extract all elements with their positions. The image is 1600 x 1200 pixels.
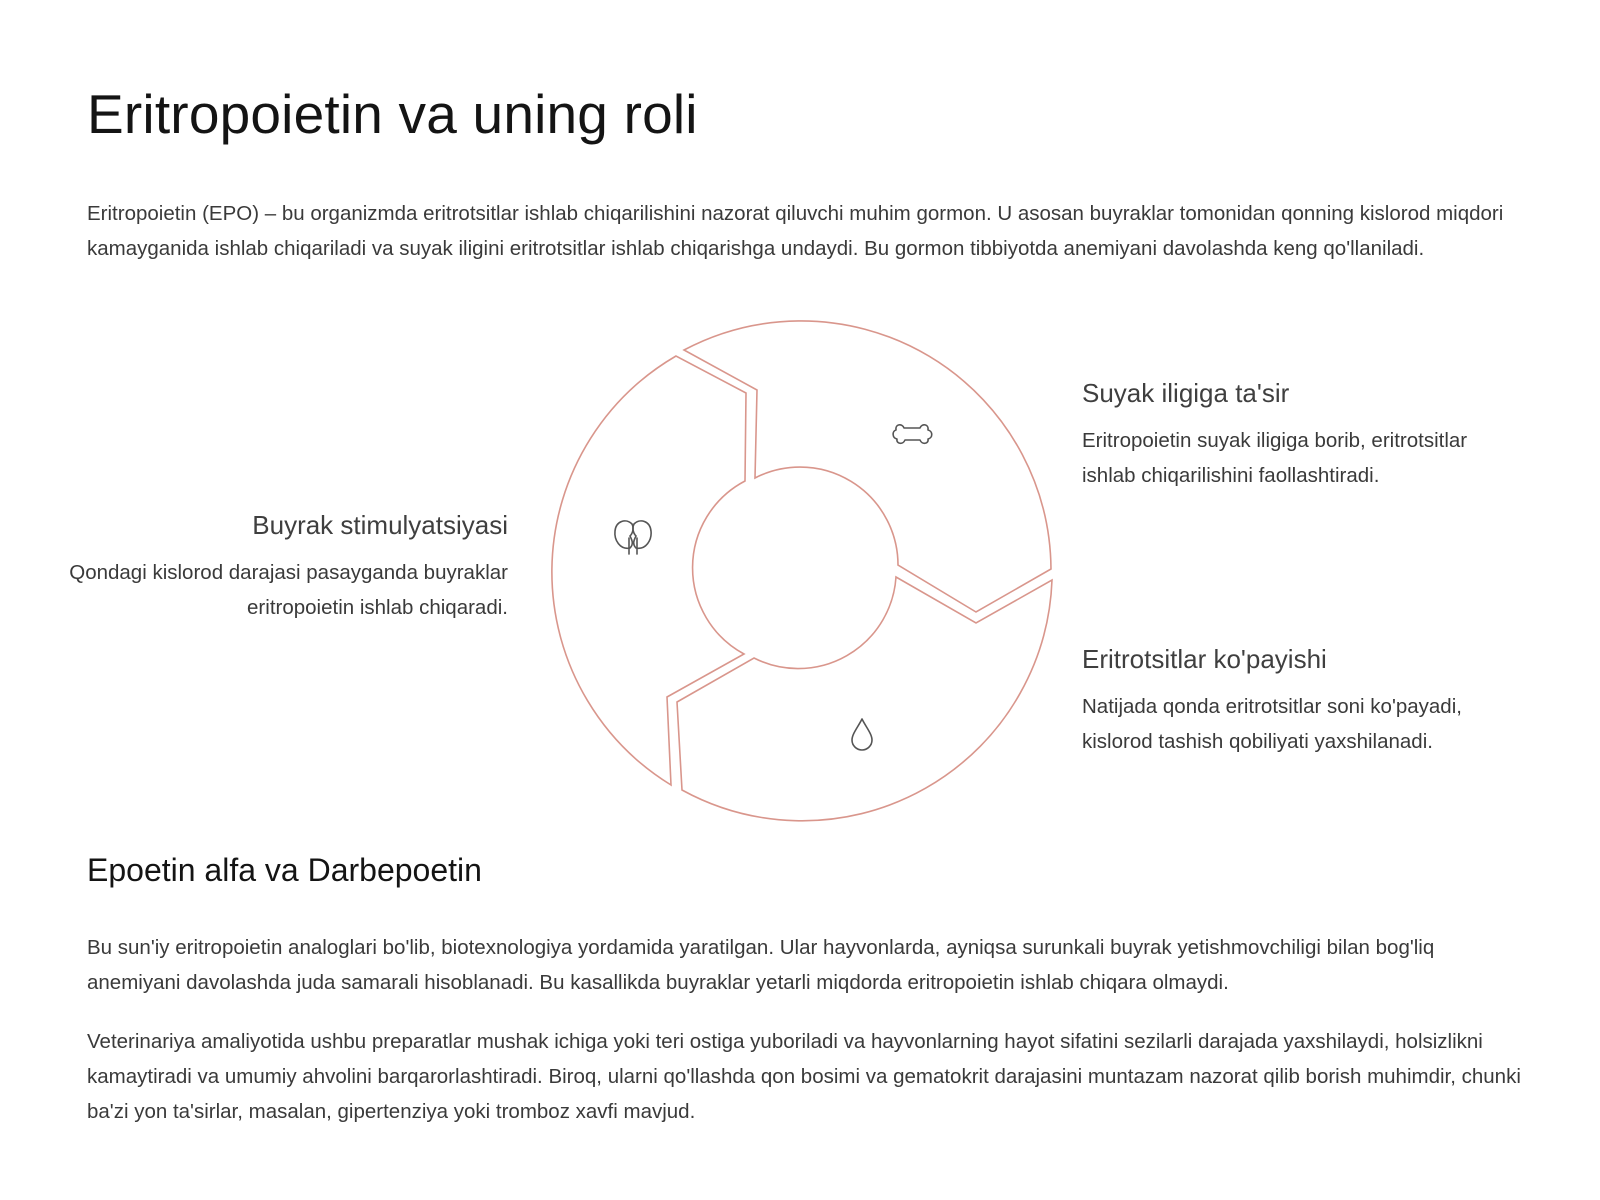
step-text: Eritropoietin suyak iligiga borib, eritrotsitlar ishlab chiqarilishini faollashtiradi.	[1082, 429, 1468, 487]
step-title: Eritrotsitlar ko'payishi	[1082, 644, 1327, 674]
page-title: Eritropoietin va uning roli	[87, 83, 698, 145]
step-erythrocyte-increase	[1082, 644, 1502, 759]
drop-icon	[852, 719, 872, 750]
step-bone-marrow-effect	[1082, 378, 1502, 493]
bone-icon	[893, 425, 932, 443]
intro-paragraph: Eritropoietin (EPO) – bu organizmda eritrotsitlar ishlab chiqarilishini nazorat qiluvchi muhim gormon. U asosan buyraklar tomonidan qonning kislorod miqdori kamayganida ishlab chiqariladi va suyak iligini eritrotsitlar ishlab chiqarishga undaydi. Bu gormon tibbiyotda anemiyani davolashda keng qo'llaniladi.	[87, 202, 1504, 260]
section-title: Epoetin alfa va Darbepoetin	[87, 852, 482, 888]
section-paragraph: Veterinariya amaliyotida ushbu preparatlar mushak ichiga yoki teri ostiga yuboriladi va hayvonlarning hayot sifatini sezilarli darajada yaxshilaydi, holsizlikni kamaytiradi va umumiy ahvolini barqarorlashtiradi. Biroq, ularni qo'llashda qon bosimi va gematokrit darajasini muntazam nazorat qilib borish muhimdir, chunki ba'zi yon ta'sirlar, masalan, gipertenziya yoki tromboz xavfi mavjud.	[87, 1030, 1521, 1123]
kidney-icon	[615, 521, 651, 554]
step-text: Natijada qonda eritrotsitlar soni ko'payadi, kislorod tashish qobiliyati yaxshilanadi.	[1082, 695, 1462, 753]
section-paragraph: Bu sun'iy eritropoietin analoglari bo'lib, biotexnologiya yordamida yaratilgan. Ular hayvonlarda, ayniqsa surunkali buyrak yetishmovchiligi bilan bog'liq anemiyani davolashda juda samarali hisoblanadi. Bu kasallikda buyraklar yetarli miqdorda eritropoietin ishlab chiqara olmaydi.	[87, 936, 1435, 994]
step-text: Qondagi kislorod darajasi pasayganda buyraklar eritropoietin ishlab chiqaradi.	[69, 561, 508, 619]
step-title: Buyrak stimulyatsiyasi	[252, 510, 508, 540]
cycle-segment-blood	[677, 577, 1052, 821]
cycle-segment-kidney	[552, 356, 746, 785]
cycle-segment-bone	[684, 321, 1051, 612]
step-kidney-stimulation	[60, 510, 508, 625]
step-title: Suyak iligiga ta'sir	[1082, 378, 1290, 408]
